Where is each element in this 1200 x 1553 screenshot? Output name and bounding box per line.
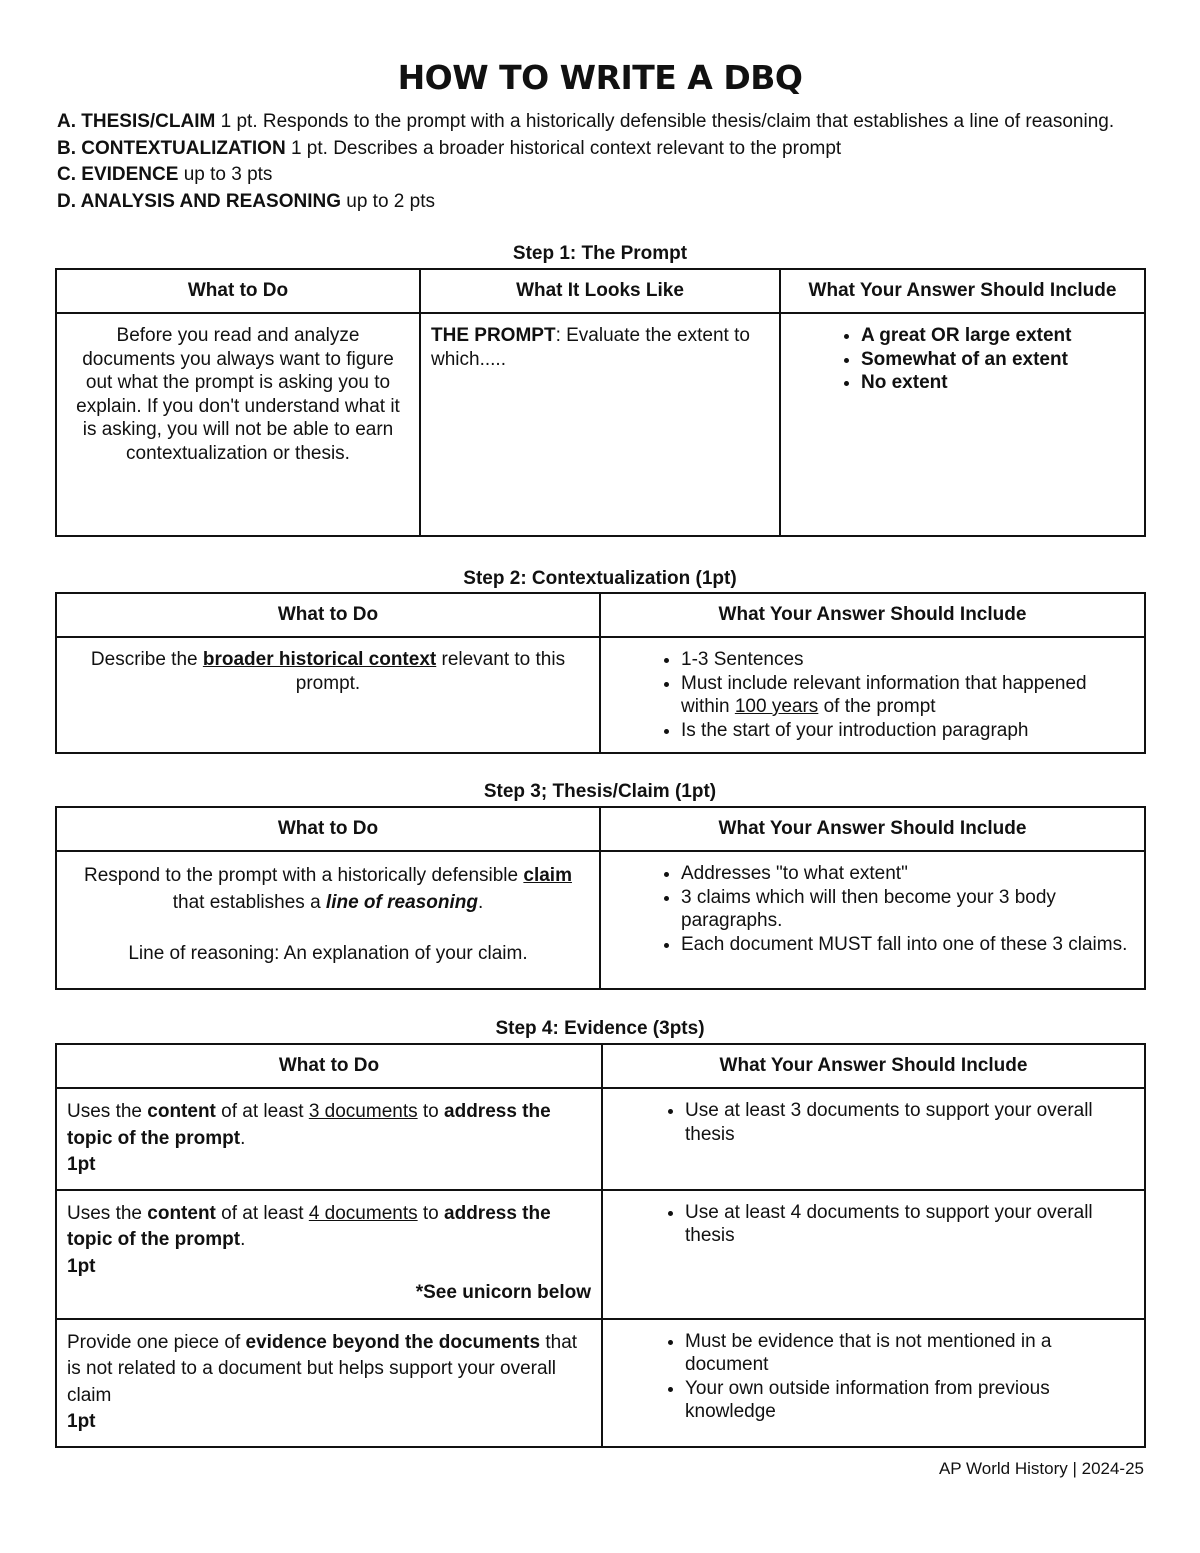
- list-item: • Is the start of your introduction paragraph: [681, 719, 1134, 743]
- list-item: • Use at least 3 documents to support your overall thesis: [685, 1099, 1134, 1146]
- column-header: What Your Answer Should Include: [600, 593, 1145, 637]
- step4-title: Step 4: Evidence (3pts): [495, 1018, 705, 1039]
- list-item: • Must include relevant information that happened within 100 years of the prompt: [681, 672, 1134, 719]
- step1-looks-like: THE PROMPT: Evaluate the extent to which.....: [420, 313, 780, 536]
- list-item: • 1-3 Sentences: [681, 648, 1134, 672]
- table-header-row: [56, 593, 1145, 637]
- step4-row3-include: [602, 1319, 1145, 1447]
- step4-row1-what-to-do: Uses the content of at least 3 documents to address the topic of the prompt. 1pt: [56, 1088, 602, 1190]
- step2-include: [600, 637, 1145, 753]
- step4-table: [55, 1043, 1146, 1448]
- step1-table: [55, 268, 1146, 537]
- step3-title: Step 3; Thesis/Claim (1pt): [483, 781, 717, 802]
- list-item: • A great OR large extent: [861, 324, 1134, 348]
- step3-what-to-do: Respond to the prompt with a historically defensible claim that establishes a line of reasoning. Line of reasoning: An explanation of your claim.: [56, 851, 600, 989]
- list-item: • No extent: [861, 371, 1134, 395]
- table-row: [56, 1088, 1145, 1190]
- step2-title: Step 2: Contextualization (1pt): [463, 568, 737, 589]
- column-header: What to Do: [56, 807, 600, 851]
- list-item: • Addresses "to what extent": [681, 862, 1134, 886]
- step3-include: [600, 851, 1145, 989]
- table-row: [56, 1190, 1145, 1319]
- column-header: What Your Answer Should Include: [602, 1044, 1145, 1088]
- criterion-thesis: A. THESIS/CLAIM 1 pt. Responds to the prompt with a historically defensible thesis/claim that establishes a line of reasoning.: [57, 111, 1115, 132]
- column-header: What to Do: [56, 1044, 602, 1088]
- table-row: [56, 1319, 1145, 1447]
- table-row: [56, 313, 1145, 536]
- criterion-evidence: C. EVIDENCE up to 3 pts: [57, 164, 273, 185]
- step1-title: Step 1: The Prompt: [512, 243, 688, 264]
- step4-row1-include: [602, 1088, 1145, 1190]
- step4-row2-include: [602, 1190, 1145, 1319]
- table-row: [56, 851, 1145, 989]
- list-item: • Use at least 4 documents to support your overall thesis: [685, 1201, 1134, 1248]
- step1-include: [780, 313, 1145, 536]
- table-header-row: [56, 807, 1145, 851]
- column-header: What Your Answer Should Include: [780, 269, 1145, 313]
- list-item: • 3 claims which will then become your 3 body paragraphs.: [681, 886, 1134, 933]
- scoring-criteria: [57, 109, 1147, 215]
- step1-what-to-do: Before you read and analyze documents you always want to figure out what the prompt is asking you to explain. If you don't understand what it is asking, you will not be able to earn contextualization or thesis.: [56, 313, 420, 536]
- criterion-contextualization: B. CONTEXTUALIZATION 1 pt. Describes a broader historical context relevant to the prompt: [57, 137, 842, 159]
- footer: AP World History | 2024-25: [938, 1459, 1144, 1478]
- step4-row3-what-to-do: Provide one piece of evidence beyond the documents that is not related to a document but helps support your overall claim 1pt: [56, 1319, 602, 1447]
- page-title: HOW TO WRITE A DBQ: [397, 58, 803, 97]
- column-header: What to Do: [56, 269, 420, 313]
- table-header-row: [56, 269, 1145, 313]
- list-item: • Each document MUST fall into one of these 3 claims.: [681, 933, 1134, 957]
- step2-table: [55, 592, 1146, 754]
- step3-table: [55, 806, 1146, 990]
- criterion-analysis: D. ANALYSIS AND REASONING up to 2 pts: [57, 190, 435, 212]
- unicorn-note: *See unicorn below: [415, 1282, 591, 1303]
- list-item: • Must be evidence that is not mentioned in a document: [685, 1330, 1134, 1377]
- column-header: What to Do: [56, 593, 600, 637]
- step4-row2-what-to-do: Uses the content of at least 4 documents to address the topic of the prompt. 1pt *See unicorn below: [56, 1190, 602, 1319]
- table-header-row: [56, 1044, 1145, 1088]
- table-row: [56, 637, 1145, 753]
- column-header: What It Looks Like: [420, 269, 780, 313]
- list-item: • Your own outside information from previous knowledge: [685, 1377, 1134, 1424]
- step2-what-to-do: Describe the broader historical context relevant to this prompt.: [56, 637, 600, 753]
- list-item: • Somewhat of an extent: [861, 348, 1134, 372]
- column-header: What Your Answer Should Include: [600, 807, 1145, 851]
